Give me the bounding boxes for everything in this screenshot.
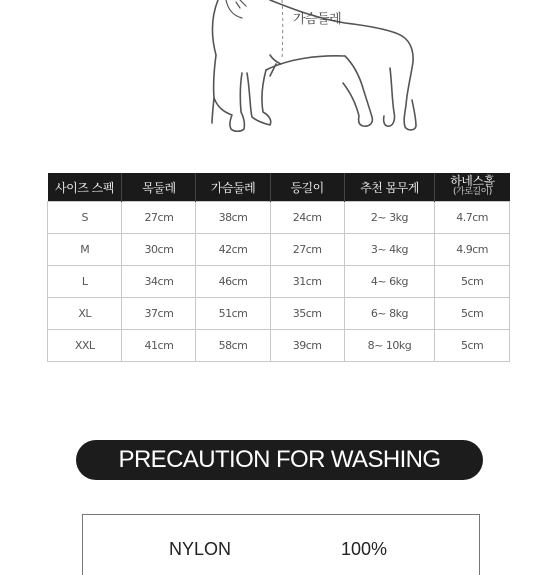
table-cell: 34cm — [122, 266, 196, 298]
table-cell: 41cm — [122, 330, 196, 362]
table-cell: 3~ 4kg — [344, 234, 435, 266]
table-cell: 31cm — [270, 266, 344, 298]
table-row — [48, 298, 510, 330]
table-cell: XXL — [48, 330, 122, 362]
header-harness-hole — [435, 173, 510, 202]
table-header-row — [48, 173, 510, 202]
table-cell: 5cm — [435, 298, 510, 330]
table-row — [48, 234, 510, 266]
table-cell: 37cm — [122, 298, 196, 330]
table-cell: 51cm — [196, 298, 270, 330]
table-cell: 39cm — [270, 330, 344, 362]
table-cell: 2~ 3kg — [344, 202, 435, 234]
header-back-length: 등길이 — [270, 173, 344, 202]
table-cell: 46cm — [196, 266, 270, 298]
table-cell: 8~ 10kg — [344, 330, 435, 362]
header-weight: 추천 몸무게 — [344, 173, 435, 202]
header-harness-hole-sub: (가로길이) — [452, 187, 492, 197]
size-spec-table — [47, 173, 510, 362]
table-cell: 4~ 6kg — [344, 266, 435, 298]
table-row — [48, 202, 510, 234]
table-row — [48, 266, 510, 298]
table-cell: 42cm — [196, 234, 270, 266]
table-cell: M — [48, 234, 122, 266]
table-cell: 58cm — [196, 330, 270, 362]
table-cell: 35cm — [270, 298, 344, 330]
washing-precaution-banner: PRECAUTION FOR WASHING — [76, 440, 483, 480]
header-size: 사이즈 스펙 — [48, 173, 122, 202]
table-cell: 27cm — [122, 202, 196, 234]
table-cell: 4.7cm — [435, 202, 510, 234]
table-cell: 6~ 8kg — [344, 298, 435, 330]
table-cell: 30cm — [122, 234, 196, 266]
table-cell: 5cm — [435, 266, 510, 298]
table-row — [48, 330, 510, 362]
fabric-percent: 100% — [341, 539, 388, 559]
header-neck: 목둘레 — [122, 173, 196, 202]
table-cell: 4.9cm — [435, 234, 510, 266]
chest-girth-label: 가슴둘레 — [293, 12, 342, 27]
fabric-composition-box — [82, 514, 480, 575]
header-chest: 가슴둘레 — [196, 173, 270, 202]
header-harness-hole-label: 하네스홀 — [450, 174, 495, 188]
table-cell: S — [48, 202, 122, 234]
fabric-material: NYLON — [169, 539, 232, 559]
table-cell: XL — [48, 298, 122, 330]
table-cell: 5cm — [435, 330, 510, 362]
dog-outline-illustration — [0, 0, 559, 160]
table-cell: 38cm — [196, 202, 270, 234]
table-cell: 27cm — [270, 234, 344, 266]
table-cell: 24cm — [270, 202, 344, 234]
table-cell: L — [48, 266, 122, 298]
